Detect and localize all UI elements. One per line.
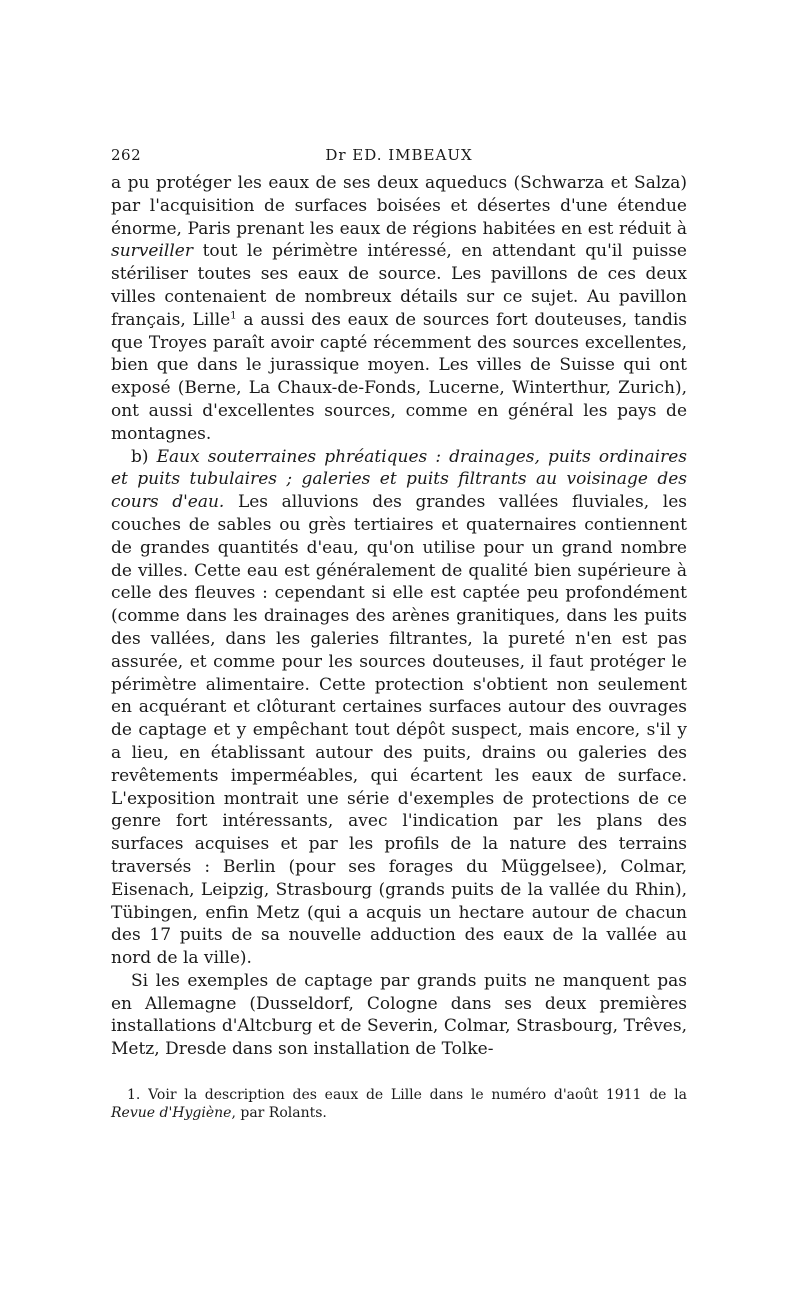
paragraph-1	[111, 172, 687, 446]
footnote-text-a: 1. Voir la description des eaux de Lille dans le numéro d'août 1911 de la	[127, 1087, 687, 1104]
paragraph-2-italic-heading: Eaux souterraines phréatiques : drainages, puits ordinaires et puits tubulaires ; galeries et puits filtrants au voisinage des cours d'eau.	[111, 446, 687, 513]
footnotes	[111, 1086, 687, 1122]
paragraph-2	[111, 446, 687, 970]
paragraph-3-text: Si les exemples de captage par grands puits ne manquent pas en Allemagne (Dusseldorf, Cologne dans ses deux premières installations d'Altcburg et de Severin, Colmar, Strasbourg, Trêves, Metz, Dresde dans son installation de Tolke-	[111, 970, 687, 1060]
page-header	[111, 146, 687, 172]
body-text	[111, 172, 687, 1061]
footnote-1	[111, 1086, 687, 1122]
paragraph-1-italic-surveiller: surveiller	[111, 241, 193, 262]
paragraph-2-text: Les alluvions des grandes vallées fluviales, les couches de sables ou grès tertiaires et quaternaires contiennent de grandes quantités d'eau, qu'on utilise pour un grand nombre de villes. Cette eau est généralement de qualité bien supérieure à celle des fleuves : cependant si elle est captée peu profondément (comme dans les drainages des arènes granitiques, dans les puits des vallées, dans les galeries filtrantes, la pureté n'en est pas assurée, et comme pour les sources douteuses, il faut protéger le périmètre alimentaire. Cette protection s'obtient non seulement en acquérant et clôturant certaines surfaces autour des ouvrages de captage et y empêchant tout dépôt suspect, mais encore, s'il y a lieu, en établissant autour des puits, drains ou galeries des revêtements imperméables, qui écartent les eaux de surface. L'exposition montrait une série d'exemples de protections de ce genre fort intéressants, avec l'indication par les plans des surfaces acquises et par les profils de la nature des terrains traversés : Berlin (pour ses forages du Müggelsee), Colmar, Eisenach, Leipzig, Strasbourg (grands puits de la vallée du Rhin), Tübingen, enfin Metz (qui a acquis un hectare autour de chacun des 17 puits de sa nouvelle adduction des eaux de la vallée au nord de la ville).	[111, 492, 687, 969]
footnote-text-c: , par Rolants.	[231, 1105, 327, 1122]
paragraph-1-text-d: a aussi des eaux de sources fort douteuses, tandis que Troyes paraît avoir capté récemment des sources excellentes, bien que dans le jurassique moyen. Les villes de Suisse qui ont exposé (Berne, La Chaux-de-Fonds, Lucerne, Winterthur, Zurich), ont aussi d'excellentes sources, comme en général les pays de montagnes.	[111, 309, 687, 444]
paragraph-1-text-a: a pu protéger les eaux de ses deux aqueducs (Schwarza et Salza) par l'acquisition de surfaces boisées et désertes d'une étendue énorme, Paris prenant les eaux de régions habitées en est réduit à	[111, 173, 687, 239]
paragraph-1-text-c: tout le périmètre intéressé, en attendant qu'il puisse stériliser toutes ses eaux de source. Les pavillons de ces deux villes contenaient de nombreux détails sur ce sujet. Au pavillon français, Lille	[111, 241, 687, 330]
footnote-italic-title: Revue d'Hygiène	[111, 1105, 232, 1122]
paragraph-3	[111, 970, 687, 1061]
paragraph-2-label: b)	[131, 446, 157, 467]
running-head: Dr ED. IMBEAUX	[325, 146, 473, 164]
footnote-reference: 1	[230, 310, 237, 322]
page-number: 262	[111, 146, 142, 164]
book-page	[111, 146, 687, 1122]
